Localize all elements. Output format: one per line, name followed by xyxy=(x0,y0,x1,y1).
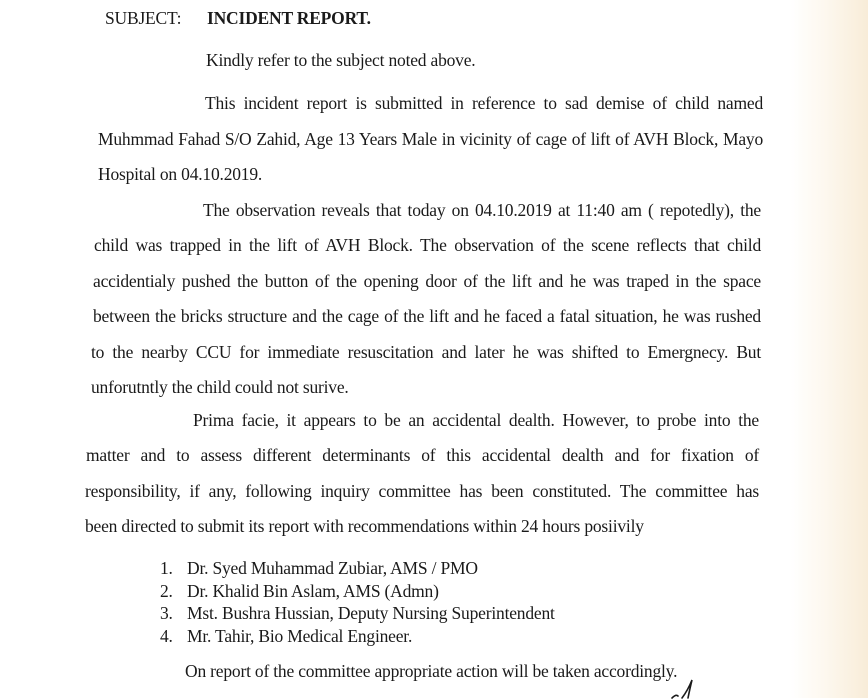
paragraph-1-line: This incident report is submitted in reference to sad demise of child named xyxy=(205,93,763,113)
list-number: 3. xyxy=(160,603,173,623)
member-name: Dr. Syed Muhammad Zubiar, AMS / PMO xyxy=(187,558,478,578)
greeting-line: Kindly refer to the subject noted above. xyxy=(206,50,476,70)
committee-member xyxy=(160,625,555,648)
committee-member xyxy=(160,602,555,625)
closing-line: On report of the committee appropriate action will be taken accordingly. xyxy=(185,661,678,681)
list-number: 1. xyxy=(160,558,173,578)
committee-list xyxy=(160,557,555,647)
committee-member xyxy=(160,557,555,580)
member-name: Mst. Bushra Hussian, Deputy Nursing Superintendent xyxy=(187,603,555,623)
paragraph-3-line: Prima facie, it appears to be an accidental dealth. However, to probe into the xyxy=(193,410,759,430)
paragraph-2-line: between the bricks structure and the cage of the lift and he faced a fatal situation, he was rushed xyxy=(93,306,761,326)
paragraph-2-line: accidentialy pushed the button of the opening door of the lift and he was traped in the space xyxy=(93,271,761,291)
list-number: 2. xyxy=(160,580,173,601)
list-number: 4. xyxy=(160,625,173,646)
subject-title: INCIDENT REPORT. xyxy=(207,8,371,28)
paragraph-3-line: responsibility, if any, following inquiry committee has been constituted. The committee has xyxy=(85,481,759,501)
signature-stroke xyxy=(668,678,708,700)
paragraph-3-line: matter and to assess different determinants of this accidental dealth and for fixation of xyxy=(86,445,759,465)
paragraph-2-line: The observation reveals that today on 04.10.2019 at 11:40 am ( repotedly), the xyxy=(203,200,761,220)
paragraph-3-line: been directed to submit its report with recommendations within 24 hours posiivily xyxy=(85,516,644,536)
member-name: Dr. Khalid Bin Aslam, AMS (Admn) xyxy=(187,580,439,601)
member-name: Mr. Tahir, Bio Medical Engineer. xyxy=(187,625,413,646)
committee-member xyxy=(160,580,555,603)
paragraph-2-line: unforutntly the child could not surive. xyxy=(91,377,349,397)
paragraph-1-line: Muhmmad Fahad S/O Zahid, Age 13 Years Male in vicinity of cage of lift of AVH Block, Mayo xyxy=(98,129,763,149)
subject-label: SUBJECT: xyxy=(105,8,182,28)
paragraph-1-line: Hospital on 04.10.2019. xyxy=(98,164,263,184)
paragraph-2-line: to the nearby CCU for immediate resuscitation and later he was shifted to Emergnecy. But xyxy=(91,342,761,362)
paragraph-2-line: child was trapped in the lift of AVH Block. The observation of the scene reflects that child xyxy=(94,235,761,255)
